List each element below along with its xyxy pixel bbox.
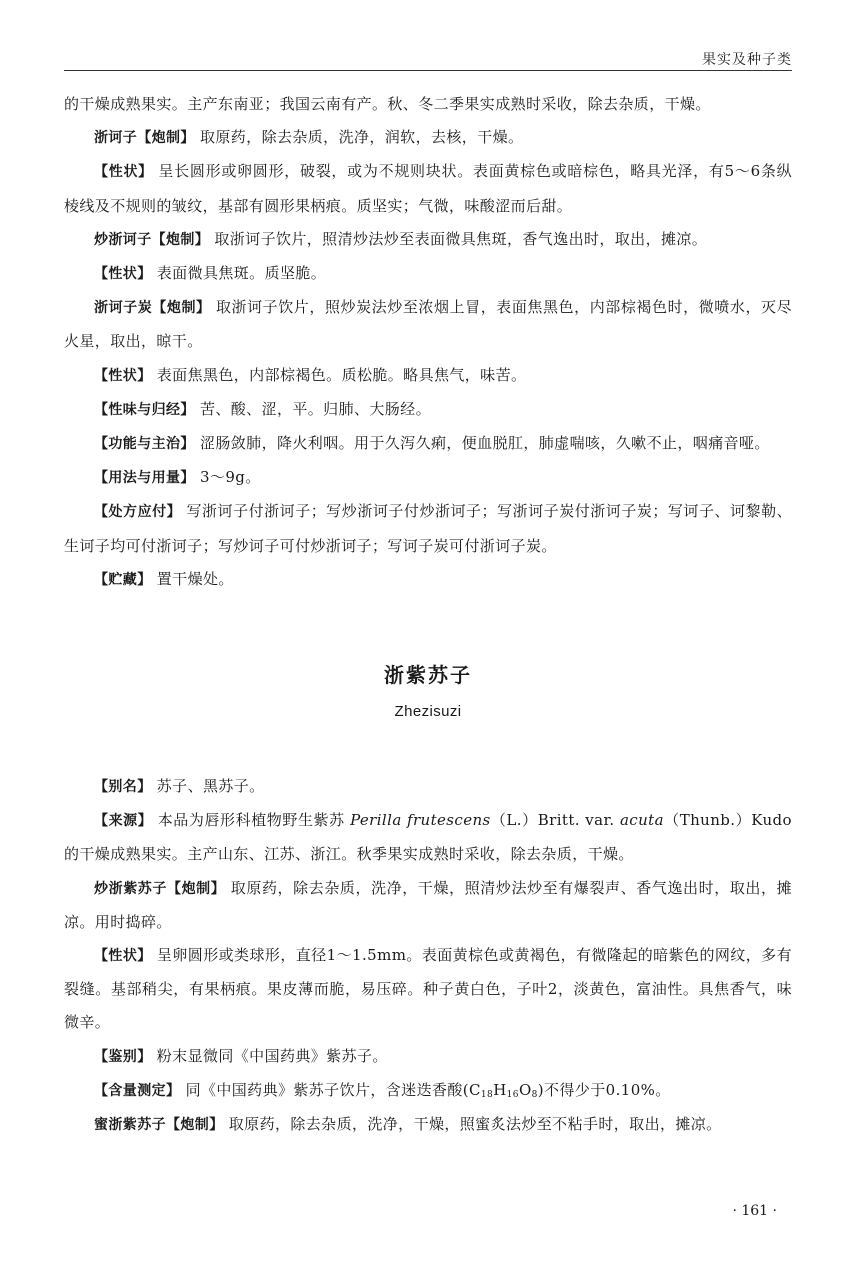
paragraph-origin: 的干燥成熟果实。主产东南亚；我国云南有产。秋、冬二季果实成熟时采收，除去杂质，干燥。 xyxy=(64,95,711,113)
running-header: 果实及种子类 xyxy=(702,52,792,68)
paragraph-source: 【来源】 本品为唇形科植物野生紫苏 Perilla frutescens（L.）Britt. var. acuta（Thunb.）Kudo 的干燥成熟果实。主产山东、江苏、浙江。秋季果实成熟时采收，除去杂质，干燥。 xyxy=(64,811,792,864)
paragraph-zhehezi-characters: 【性状】 呈长圆形或卵圆形，破裂，或为不规则块状。表面黄棕色或暗棕色，略具光泽，有5～6条纵棱线及不规则的皱纹，基部有圆形果柄痕。质坚实；气微，味酸涩而后甜。 xyxy=(64,162,792,215)
paragraph-dosage: 【用法与用量】 3～9g。 xyxy=(94,468,261,487)
latin-name: acuta xyxy=(619,811,664,830)
paragraph-functions: 【功能与主治】 涩肠敛肺，降火利咽。用于久泻久痢，便血脱肛，肺虚喘咳，久嗽不止，咽痛音哑。 xyxy=(94,434,770,453)
section-pinyin: Zhezisuzi xyxy=(394,703,462,721)
paragraph-identification: 【鉴别】 粉末显微同《中国药典》紫苏子。 xyxy=(94,1046,388,1065)
paragraph-perilla-characters: 【性状】 呈卵圆形或类球形，直径1～1.5mm。表面黄棕色或黄褐色，有微隆起的暗紫色的网纹，多有裂缝。基部稍尖，有果柄痕。果皮薄而脆，易压碎。种子黄白色，子叶2，淡黄色，富油性。具焦香气，味微辛。 xyxy=(64,946,792,1032)
latin-name: Perilla frutescens xyxy=(350,811,491,830)
section-gap xyxy=(64,597,792,658)
header-rule xyxy=(64,70,792,71)
item-label: 【性状】 xyxy=(94,164,153,181)
item-label: 浙诃子【炮制】 xyxy=(94,130,195,147)
item-label: 【来源】 xyxy=(94,813,153,830)
paragraph-alias: 【别名】 苏子、黑苏子。 xyxy=(94,777,265,796)
paragraph-prescription: 【处方应付】 写浙诃子付浙诃子；写炒浙诃子付炒浙诃子；写浙诃子炭付浙诃子炭；写诃子、诃黎勒、生诃子均可付浙诃子；写炒诃子可付炒浙诃子；写诃子炭可付浙诃子炭。 xyxy=(64,502,793,555)
paragraph-zhehezi-processing: 浙诃子【炮制】 取原药，除去杂质，洗净，润软，去核，干燥。 xyxy=(94,128,524,147)
item-label: 【处方应付】 xyxy=(94,504,182,521)
paragraph-fried-zhehezi-processing: 炒浙诃子【炮制】 取浙诃子饮片，照清炒法炒至表面微具焦斑，香气逸出时，取出，摊凉。 xyxy=(94,229,708,248)
paragraph-fried-perilla-processing: 炒浙紫苏子【炮制】 取原药，除去杂质，洗净，干燥，照清炒法炒至有爆裂声、香气逸出时，取出，摊凉。用时捣碎。 xyxy=(64,878,793,931)
item-label: 【别名】 xyxy=(94,779,152,796)
page-number: · 161 · xyxy=(732,1203,777,1219)
paragraph-storage: 【贮藏】 置干燥处。 xyxy=(94,569,234,588)
item-label: 浙诃子炭【炮制】 xyxy=(94,300,211,317)
item-label: 【用法与用量】 xyxy=(94,470,195,487)
item-label: 【鉴别】 xyxy=(94,1048,152,1065)
item-label: 【性状】 xyxy=(94,266,152,283)
paragraph-charred-zhehezi-characters: 【性状】 表面焦黑色，内部棕褐色。质松脆。略具焦气，味苦。 xyxy=(94,365,527,384)
paragraph-honey-perilla-processing: 蜜浙紫苏子【炮制】 取原药，除去杂质，洗净，干燥，照蜜炙法炒至不粘手时，取出，摊凉。 xyxy=(94,1115,722,1134)
item-label: 【性状】 xyxy=(94,948,152,965)
item-label: 【贮藏】 xyxy=(94,571,152,588)
item-label: 【性状】 xyxy=(94,367,152,384)
item-label: 炒浙诃子【炮制】 xyxy=(94,231,210,248)
item-label: 蜜浙紫苏子【炮制】 xyxy=(94,1117,224,1134)
paragraph-nature-meridian: 【性味与归经】 苦、酸、涩，平。归肺、大肠经。 xyxy=(94,399,431,418)
paragraph-fried-zhehezi-characters: 【性状】 表面微具焦斑。质坚脆。 xyxy=(94,264,327,283)
section-title: 浙紫苏子 xyxy=(384,663,472,688)
item-label: 【功能与主治】 xyxy=(94,436,195,453)
page-body xyxy=(64,88,792,1142)
section-gap xyxy=(64,726,792,770)
item-label: 【性味与归经】 xyxy=(94,401,195,418)
paragraph-assay: 【含量测定】 同《中国药典》紫苏子饮片，含迷迭香酸$(C_{18}H_{16}O_8)$不得少于0.10%。 xyxy=(94,1080,671,1100)
paragraph-charred-zhehezi-processing: 浙诃子炭【炮制】 取浙诃子饮片，照炒炭法炒至浓烟上冒，表面焦黑色，内部棕褐色时，微喷水，灭尽火星，取出，晾干。 xyxy=(64,298,792,351)
item-label: 【含量测定】 xyxy=(94,1082,181,1099)
item-label: 炒浙紫苏子【炮制】 xyxy=(94,880,226,897)
